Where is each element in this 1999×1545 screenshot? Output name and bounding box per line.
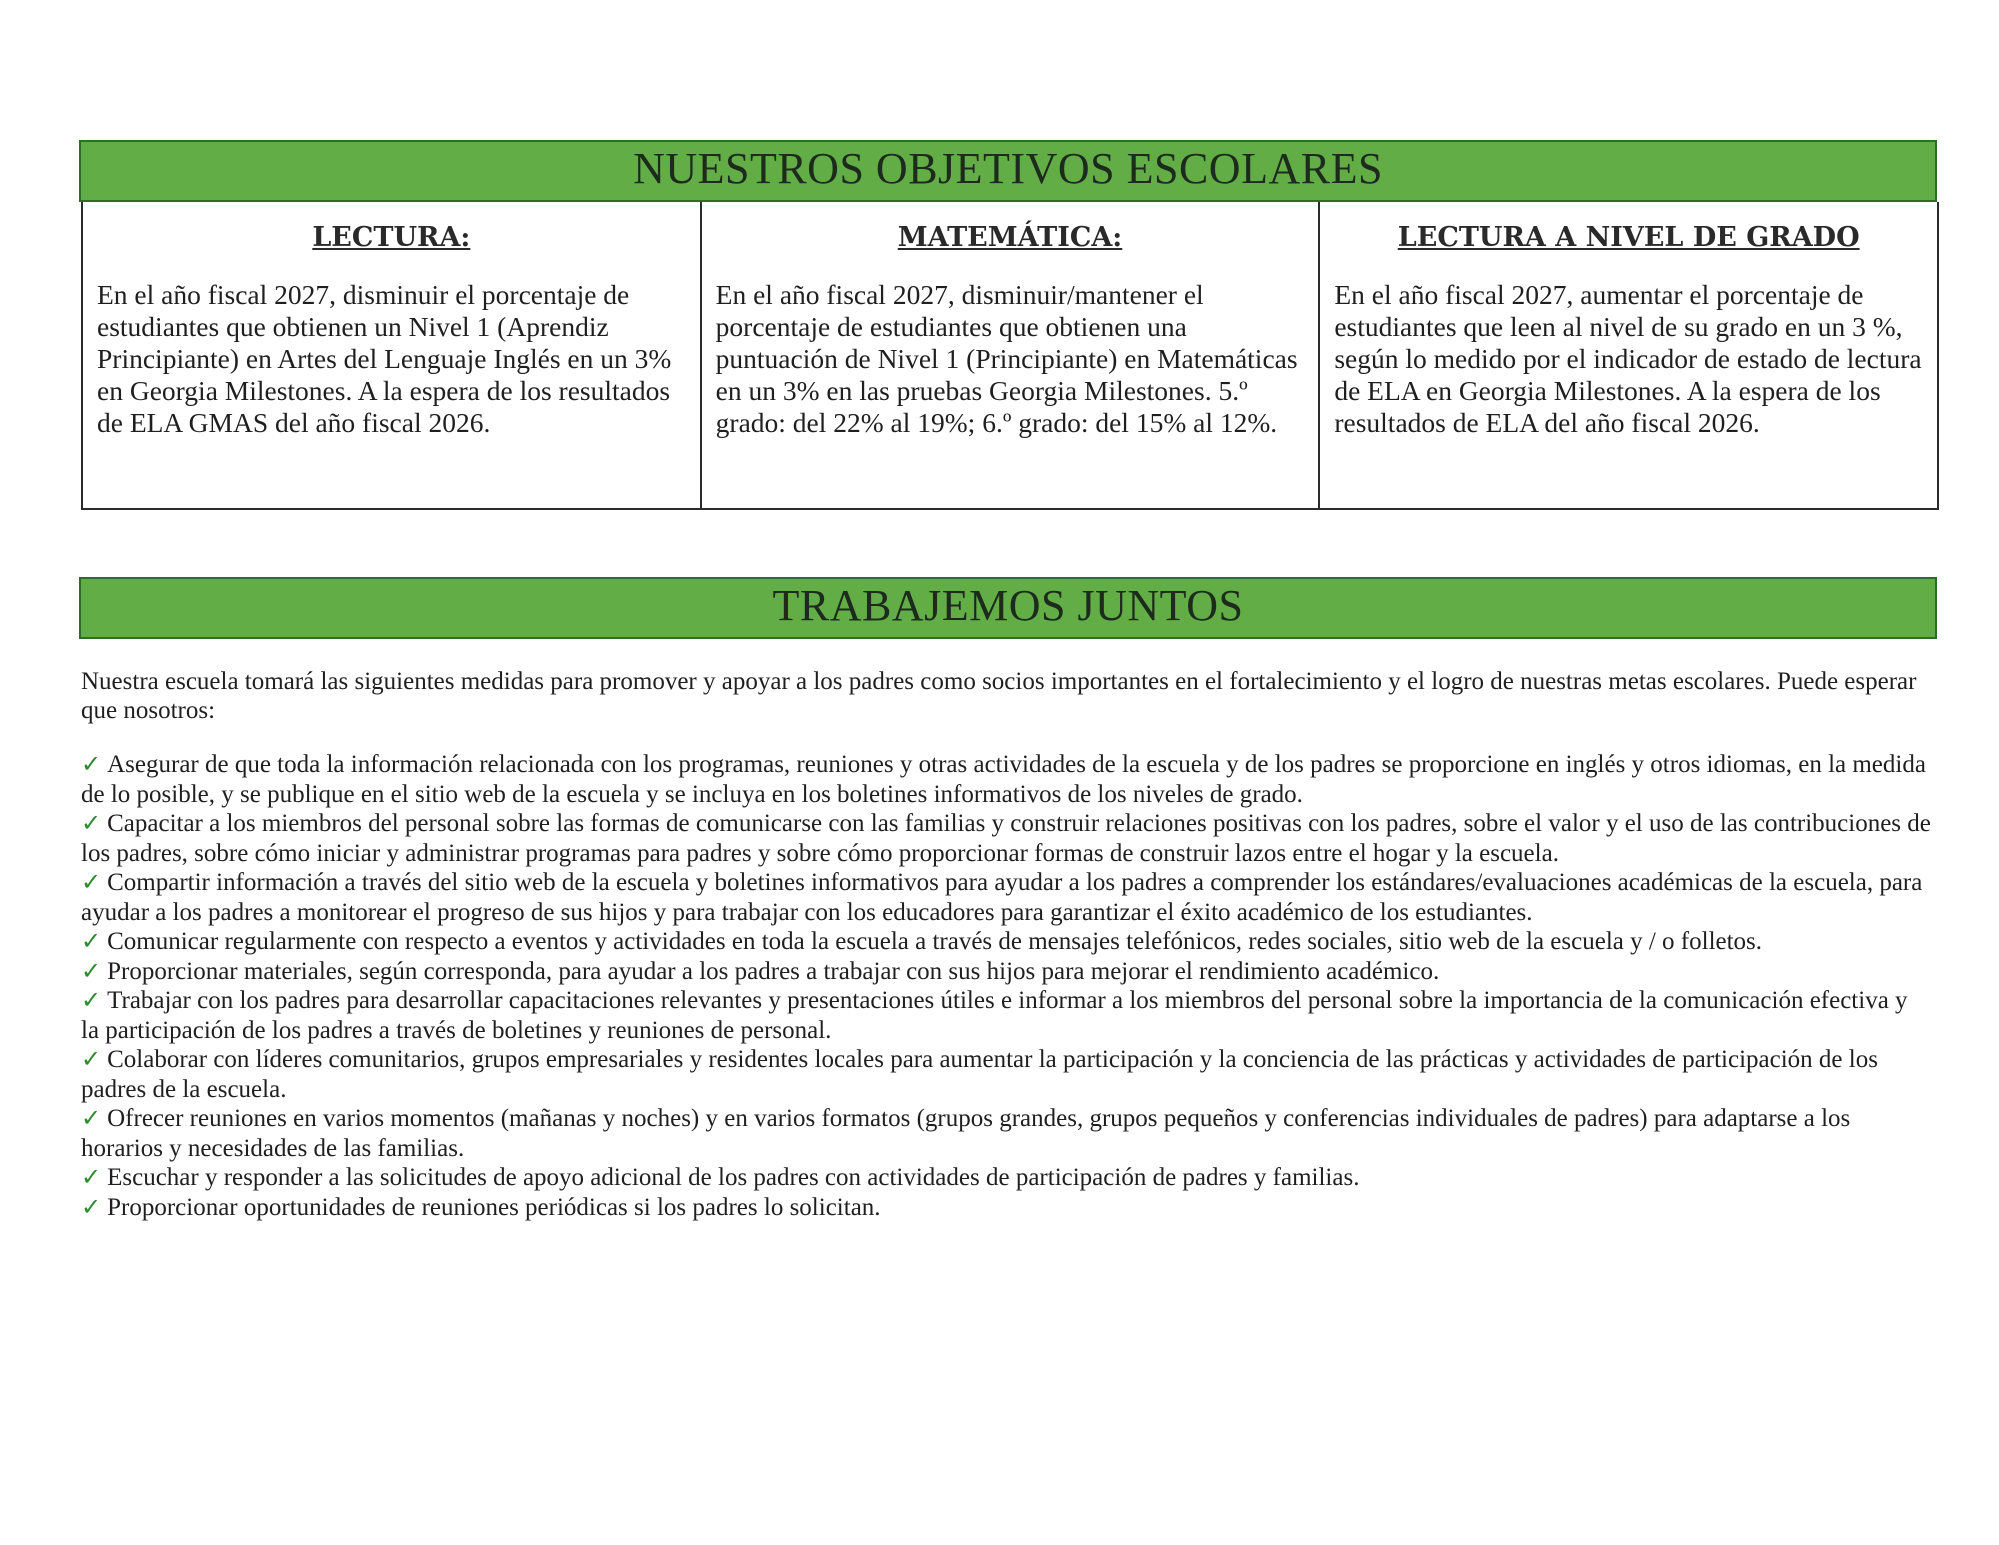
- list-item: [81, 1163, 1931, 1193]
- list-item: [81, 927, 1931, 957]
- list-item: [81, 1045, 1931, 1104]
- goal-column-grade-level-reading: [1320, 202, 1937, 508]
- check-icon: ✓: [81, 1192, 102, 1221]
- goal-column-math: [702, 202, 1321, 508]
- goal-heading: LECTURA:: [312, 222, 471, 253]
- list-item: [81, 809, 1931, 868]
- check-icon: ✓: [81, 1045, 102, 1073]
- list-item: [81, 868, 1931, 927]
- commitment-text: Escuchar y responder a las solicitudes de apoyo adicional de los padres con actividades de participación de padres y familias.: [107, 1164, 1360, 1191]
- commitment-text: Comunicar regularmente con respecto a eventos y actividades en toda la escuela a través de mensajes telefónicos, redes sociales, sitio web de la escuela y / o folletos.: [107, 928, 1763, 955]
- check-icon: ✓: [81, 868, 102, 896]
- commitment-text: Ofrecer reuniones en varios momentos (mañanas y noches) y en varios formatos (grupos grandes, grupos pequeños y conferencias individuales de padres) para adaptarse a los horarios y necesidades de las familias.: [81, 1105, 1851, 1162]
- together-title: TRABAJEMOS JUNTOS: [772, 581, 1244, 630]
- check-icon: ✓: [81, 1163, 102, 1191]
- commitment-text: Asegurar de que toda la información relacionada con los programas, reuniones y otras actividades de la escuela y de los padres se proporcione en inglés y otros idiomas, en la medida de lo posible, y se publique en el sitio web de la escuela y se incluya en los boletines informativos de los niveles de grado.: [81, 751, 1926, 808]
- commitment-text: Proporcionar materiales, según corresponda, para ayudar a los padres a trabajar con sus hijos para mejorar el rendimiento académico.: [107, 957, 1440, 985]
- together-banner: [79, 577, 1937, 639]
- commitment-text: Colaborar con líderes comunitarios, grupos empresariales y residentes locales para aumentar la participación y la conciencia de las prácticas y actividades de participación de los padres de la escuela.: [81, 1046, 1878, 1103]
- goals-title: NUESTROS OBJETIVOS ESCOLARES: [633, 144, 1383, 193]
- commitment-text: Compartir información a través del sitio web de la escuela y boletines informativos para ayudar a los padres a comprender los estándares/evaluaciones académicas de la escuela, para ayudar a los padres a monitorear el progreso de sus hijos y para trabajar con los educadores para garantizar el éxito académico de los estudiantes.: [81, 869, 1923, 926]
- check-icon: ✓: [81, 1104, 102, 1132]
- goal-text: En el año fiscal 2027, disminuir el porcentaje de estudiantes que obtienen un Nivel 1 (Aprendiz Principiante) en Artes del Lenguaje Inglés en un 3% en Georgia Milestones. A la espera de los resultados de ELA GMAS del año fiscal 2026.: [97, 279, 672, 438]
- check-icon: ✓: [81, 956, 102, 985]
- goal-text: En el año fiscal 2027, disminuir/mantener el porcentaje de estudiantes que obtienen una puntuación de Nivel 1 (Principiante) en Matemáticas en un 3% en las pruebas Georgia Milestones. 5.º grado: del 22% al 19%; 6.º grado: del 15% al 12%.: [715, 279, 1298, 438]
- check-icon: ✓: [81, 809, 102, 837]
- list-item: [81, 750, 1931, 809]
- goals-banner: [79, 140, 1937, 202]
- commitment-text: Trabajar con los padres para desarrollar capacitaciones relevantes y presentaciones útiles e informar a los miembros del personal sobre la importancia de la comunicación efectiva y la participación de los padres a través de boletines y reuniones de personal.: [81, 987, 1908, 1044]
- check-icon: ✓: [81, 927, 102, 955]
- goals-table: [81, 202, 1939, 510]
- together-intro: Nuestra escuela tomará las siguientes medidas para promover y apoyar a los padres como socios importantes en el fortalecimiento y el logro de nuestras metas escolares. Puede esperar que nosotros:: [81, 668, 1917, 724]
- list-item: [81, 957, 1931, 987]
- goal-heading: LECTURA A NIVEL DE GRADO: [1397, 222, 1860, 253]
- list-item: [81, 986, 1931, 1045]
- goal-heading: MATEMÁTICA:: [897, 222, 1123, 253]
- commitment-text: Capacitar a los miembros del personal sobre las formas de comunicarse con las familias y construir relaciones positivas con los padres, sobre el valor y el uso de las contribuciones de los padres, sobre cómo iniciar y administrar programas para padres y sobre cómo proporcionar formas de construir lazos entre el hogar y la escuela.: [81, 810, 1931, 867]
- check-icon: ✓: [81, 750, 102, 778]
- list-item: [81, 1104, 1931, 1163]
- goal-column-reading: [83, 202, 702, 508]
- commitments-list: [81, 750, 1931, 1222]
- commitment-text: Proporcionar oportunidades de reuniones periódicas si los padres lo solicitan.: [107, 1193, 881, 1221]
- list-item: [81, 1193, 1931, 1223]
- check-icon: ✓: [81, 986, 102, 1014]
- goal-text: En el año fiscal 2027, aumentar el porcentaje de estudiantes que leen al nivel de su grado en un 3 %, según lo medido por el indicador de estado de lectura de ELA en Georgia Milestones. A la espera de los resultados de ELA del año fiscal 2026.: [1334, 279, 1922, 438]
